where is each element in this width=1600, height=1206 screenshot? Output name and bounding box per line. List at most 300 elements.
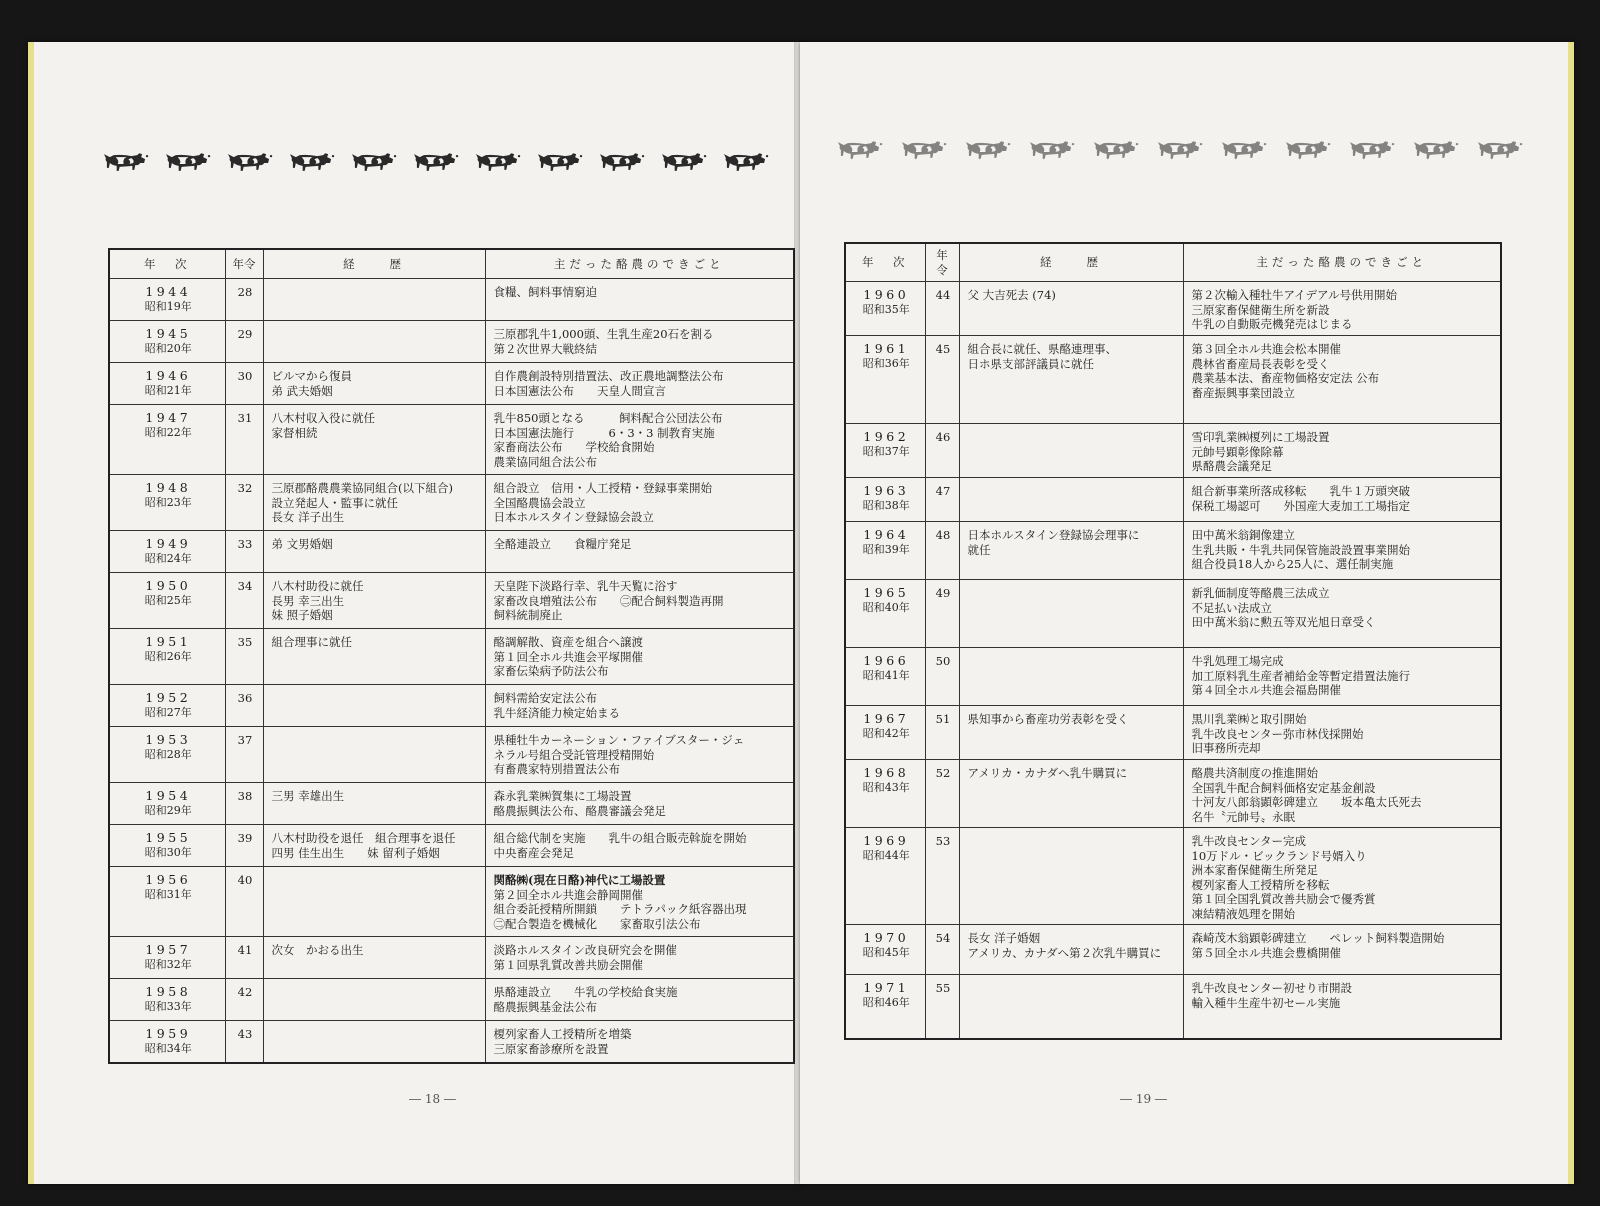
career-line: 組合長に就任、県酪連理事、 xyxy=(967,342,1117,356)
event-line: 雪印乳業㈱榎列に工場設置 xyxy=(1191,430,1330,444)
year-value: 1950 xyxy=(145,578,192,593)
era-value: 昭和40年 xyxy=(862,600,910,614)
cow-icon xyxy=(722,148,769,176)
table-row xyxy=(109,685,794,727)
cow-icon xyxy=(226,148,273,176)
event-line: 乳牛改良センター完成 xyxy=(1191,834,1307,848)
events-cell xyxy=(485,937,794,979)
age-cell: 38 xyxy=(225,783,263,825)
career-line: 三男 幸雄出生 xyxy=(271,789,345,803)
header-career: 経 歴 xyxy=(263,249,485,279)
era-value: 昭和23年 xyxy=(144,495,192,509)
year-cell xyxy=(845,282,925,336)
event-line: 県酪連設立 牛乳の学校給食実施 xyxy=(493,985,678,999)
table-row xyxy=(845,478,1501,522)
event-line: 田中萬米翁銅像建立 xyxy=(1191,528,1295,542)
year-cell xyxy=(845,706,925,760)
events-cell xyxy=(485,825,794,867)
career-cell xyxy=(959,336,1183,424)
event-line: 十河友八郎翁顕彰碑建立 坂本亀太氏死去 xyxy=(1191,795,1422,809)
event-line: 食糧、飼料事情窮迫 xyxy=(493,285,597,299)
event-line: 10万ドル・ビックランド号婿入り xyxy=(1191,848,1367,863)
events-cell xyxy=(485,321,794,363)
year-cell xyxy=(845,424,925,478)
era-value: 昭和44年 xyxy=(862,848,910,862)
event-line: 乳牛改良センター弥市林伐採開始 xyxy=(1191,726,1364,741)
event-line: 第３回全ホル共進会松本開催 xyxy=(1191,342,1341,356)
event-line: 第２回全ホル共進会静岡開催 xyxy=(493,887,643,902)
age-cell: 48 xyxy=(925,522,959,580)
career-line: 八木村助役に就任 xyxy=(271,579,364,593)
event-line: 森崎茂木翁顕彰碑建立 ペレット飼料製造開始 xyxy=(1191,931,1445,945)
event-line: 組合役員18人から25人に、選任制実施 xyxy=(1191,557,1394,571)
career-line: 三原郡酪農農業協同組合(以下組合) xyxy=(271,481,453,495)
table-row xyxy=(109,321,794,363)
era-value: 昭和43年 xyxy=(862,780,910,794)
year-cell xyxy=(845,828,925,925)
event-line: 三原家畜保健衛生所を新設 xyxy=(1191,302,1330,317)
year-value: 1963 xyxy=(863,483,910,498)
left-page xyxy=(28,42,804,1184)
year-value: 1960 xyxy=(863,287,910,302)
header-year: 年 次 xyxy=(109,249,225,279)
career-cell xyxy=(263,783,485,825)
age-cell: 37 xyxy=(225,727,263,783)
career-line: 県知事から畜産功労表彰を受く xyxy=(967,712,1129,726)
cow-icon xyxy=(1284,136,1331,164)
career-line: 就任 xyxy=(967,542,991,557)
event-line: 日本ホルスタイン登録協会設立 xyxy=(493,510,654,524)
era-value: 昭和39年 xyxy=(862,542,910,556)
career-cell xyxy=(959,282,1183,336)
year-cell xyxy=(845,336,925,424)
cow-icon xyxy=(900,136,947,164)
era-value: 昭和30年 xyxy=(144,845,192,859)
year-value: 1952 xyxy=(145,690,192,705)
age-cell: 40 xyxy=(225,867,263,937)
career-cell xyxy=(959,580,1183,648)
event-line: 生乳共販・牛乳共同保管施設設置事業開始 xyxy=(1191,542,1410,557)
year-value: 1968 xyxy=(863,765,910,780)
career-line: 妹 照子婚姻 xyxy=(271,608,333,622)
events-cell xyxy=(1183,925,1501,975)
event-line: ㊁配合製造を機械化 家畜取引法公布 xyxy=(493,916,701,931)
event-line: 新乳価制度等酪農三法成立 xyxy=(1191,586,1330,600)
table-row xyxy=(845,706,1501,760)
year-cell xyxy=(109,405,225,475)
header-career: 経 歴 xyxy=(959,243,1183,282)
age-cell: 36 xyxy=(225,685,263,727)
table-row xyxy=(109,475,794,531)
events-cell xyxy=(485,475,794,531)
table-row xyxy=(845,282,1501,336)
cow-icon xyxy=(964,136,1011,164)
event-line: 家畜伝染病予防法公布 xyxy=(493,664,609,678)
history-table-right xyxy=(844,242,1502,1040)
year-value: 1965 xyxy=(863,585,910,600)
event-line: 酪農共済制度の推進開始 xyxy=(1191,766,1318,780)
career-cell xyxy=(959,925,1183,975)
table-row xyxy=(845,925,1501,975)
age-cell: 50 xyxy=(925,648,959,706)
cow-icon xyxy=(1412,136,1459,164)
era-value: 昭和37年 xyxy=(862,444,910,458)
era-value: 昭和46年 xyxy=(862,995,910,1009)
event-line: 牛乳処理工場完成 xyxy=(1191,654,1284,668)
event-line: 不足払い法成立 xyxy=(1191,600,1272,615)
career-line: 次女 かおる出生 xyxy=(271,943,364,957)
year-cell xyxy=(109,279,225,321)
year-cell xyxy=(109,727,225,783)
year-cell xyxy=(109,979,225,1021)
career-cell xyxy=(959,648,1183,706)
event-line: ネラル号組合受託管理授精開始 xyxy=(493,747,655,762)
year-value: 1955 xyxy=(145,830,192,845)
career-cell xyxy=(263,867,485,937)
era-value: 昭和41年 xyxy=(862,668,910,682)
event-line: 榎列家畜人工授精所を移転 xyxy=(1191,877,1330,892)
career-line: 八木村助役を退任 組合理事を退任 xyxy=(271,831,456,845)
year-cell xyxy=(109,783,225,825)
career-cell xyxy=(263,1021,485,1063)
era-value: 昭和38年 xyxy=(862,498,910,512)
era-value: 昭和26年 xyxy=(144,649,192,663)
career-line: アメリカ・カナダへ乳牛購買に xyxy=(967,766,1128,780)
cow-icon xyxy=(412,148,459,176)
career-cell xyxy=(263,685,485,727)
events-cell xyxy=(485,279,794,321)
year-cell xyxy=(109,573,225,629)
age-cell: 54 xyxy=(925,925,959,975)
events-cell xyxy=(485,783,794,825)
year-value: 1959 xyxy=(145,1026,192,1041)
year-value: 1962 xyxy=(863,429,910,444)
age-cell: 51 xyxy=(925,706,959,760)
career-line: 組合理事に就任 xyxy=(271,635,352,649)
era-value: 昭和29年 xyxy=(144,803,192,817)
era-value: 昭和33年 xyxy=(144,999,192,1013)
event-line: 日本国憲法施行 6・3・3 制教育実施 xyxy=(493,425,715,440)
events-cell xyxy=(485,405,794,475)
table-row xyxy=(109,937,794,979)
event-line: 第１回県乳質改善共励会開催 xyxy=(493,957,643,972)
career-line: 弟 文男婚姻 xyxy=(271,537,333,551)
year-value: 1958 xyxy=(145,984,192,999)
event-line: 淡路ホルスタイン改良研究会を開催 xyxy=(493,943,677,957)
career-cell xyxy=(263,629,485,685)
age-cell: 39 xyxy=(225,825,263,867)
events-cell xyxy=(485,629,794,685)
event-line: 全国酪農協会設立 xyxy=(493,495,586,510)
cow-icon xyxy=(350,148,397,176)
events-cell xyxy=(485,979,794,1021)
events-cell xyxy=(485,573,794,629)
events-cell xyxy=(485,1021,794,1063)
age-cell: 32 xyxy=(225,475,263,531)
year-value: 1951 xyxy=(145,634,192,649)
age-cell: 30 xyxy=(225,363,263,405)
era-value: 昭和36年 xyxy=(862,356,910,370)
table-row xyxy=(845,522,1501,580)
event-line: 酪調解散、資産を組合へ譲渡 xyxy=(493,635,643,649)
table-row xyxy=(845,580,1501,648)
cow-icon xyxy=(1220,136,1267,164)
career-cell xyxy=(959,706,1183,760)
age-cell: 44 xyxy=(925,282,959,336)
cow-icon xyxy=(102,148,149,176)
header-age: 年令 xyxy=(925,243,959,282)
age-cell: 45 xyxy=(925,336,959,424)
career-line: 四男 佳生出生 妹 留利子婚姻 xyxy=(271,845,440,860)
age-cell: 28 xyxy=(225,279,263,321)
year-value: 1948 xyxy=(145,480,192,495)
event-line: 酪農振興法公布、酪農審議会発足 xyxy=(493,803,666,818)
events-cell xyxy=(1183,975,1501,1039)
event-line: 第１回全ホル共進会平塚開催 xyxy=(493,649,643,664)
year-cell xyxy=(109,825,225,867)
year-cell xyxy=(845,975,925,1039)
event-line: 榎列家畜人工授精所を増築 xyxy=(493,1027,632,1041)
career-cell xyxy=(263,825,485,867)
history-table-left xyxy=(108,248,795,1064)
age-cell: 42 xyxy=(225,979,263,1021)
career-cell xyxy=(959,522,1183,580)
career-line: 日本ホルスタイン登録協会理事に xyxy=(967,528,1140,542)
event-line: 天皇陛下淡路行幸、乳牛天覧に浴す xyxy=(493,579,678,593)
table-row xyxy=(109,825,794,867)
events-cell xyxy=(485,685,794,727)
event-line: 牛乳の自動販売機発売はじまる xyxy=(1191,317,1353,331)
event-line: 全国乳牛配合飼料価格安定基金創設 xyxy=(1191,780,1376,795)
event-line: 酪農振興基金法公布 xyxy=(493,999,597,1014)
event-line: 乳牛改良センター初せり市開設 xyxy=(1191,981,1353,995)
event-line: 田中萬米翁に勲五等双光旭日章受く xyxy=(1191,615,1376,629)
year-value: 1945 xyxy=(145,326,192,341)
header-events: 主だった酪農のできごと xyxy=(485,249,794,279)
age-cell: 43 xyxy=(225,1021,263,1063)
event-line: 飼料需給安定法公布 xyxy=(493,691,597,705)
career-line: 長男 幸三出生 xyxy=(271,593,345,608)
era-value: 昭和28年 xyxy=(144,747,192,761)
career-line: 家督相続 xyxy=(271,425,318,440)
event-line: 家畜改良増殖法公布 ㊁配合飼料製造再開 xyxy=(493,593,724,608)
era-value: 昭和22年 xyxy=(144,425,192,439)
table-row xyxy=(845,648,1501,706)
event-line: 関酪㈱(現在日酪)神代に工場設置 xyxy=(493,873,666,887)
year-value: 1947 xyxy=(145,410,192,425)
era-value: 昭和34年 xyxy=(144,1041,192,1055)
table-header-row xyxy=(109,249,794,279)
year-cell xyxy=(109,475,225,531)
career-line: アメリカ、カナダへ第２次乳牛購買に xyxy=(967,945,1162,960)
cow-icon xyxy=(474,148,521,176)
career-cell xyxy=(263,979,485,1021)
year-cell xyxy=(109,867,225,937)
career-cell xyxy=(959,478,1183,522)
event-line: 加工原料乳生産者補給金等暫定措置法施行 xyxy=(1191,668,1410,683)
era-value: 昭和20年 xyxy=(144,341,192,355)
year-value: 1944 xyxy=(145,284,192,299)
year-value: 1954 xyxy=(145,788,192,803)
cow-icon xyxy=(836,136,883,164)
event-line: 県種牡牛カーネーション・ファイブスター・ジェ xyxy=(493,733,745,747)
year-value: 1961 xyxy=(863,341,910,356)
career-line: 設立発起人・監事に就任 xyxy=(271,495,398,510)
events-cell xyxy=(485,531,794,573)
year-cell xyxy=(845,580,925,648)
career-cell xyxy=(263,321,485,363)
year-value: 1956 xyxy=(145,872,192,887)
events-cell xyxy=(1183,522,1501,580)
career-cell xyxy=(263,531,485,573)
cow-icon xyxy=(164,148,211,176)
events-cell xyxy=(1183,424,1501,478)
events-cell xyxy=(1183,478,1501,522)
event-line: 農林省畜産局長表彰を受く xyxy=(1191,356,1330,371)
year-cell xyxy=(845,925,925,975)
age-cell: 47 xyxy=(925,478,959,522)
event-line: 洲本家畜保健衛生所発足 xyxy=(1191,863,1318,877)
cow-icon xyxy=(1476,136,1523,164)
age-cell: 41 xyxy=(225,937,263,979)
career-cell xyxy=(263,363,485,405)
table-header-row xyxy=(845,243,1501,282)
page-number: ― 19 ― xyxy=(1120,1092,1167,1106)
career-line: 父 大吉死去 (74) xyxy=(967,288,1056,302)
event-line: 乳牛経済能力検定始まる xyxy=(493,705,620,720)
table-row xyxy=(845,828,1501,925)
event-line: 三原家畜診療所を設置 xyxy=(493,1041,609,1056)
table-row xyxy=(109,279,794,321)
event-line: 農業協同組合法公布 xyxy=(493,454,597,469)
table-row xyxy=(845,975,1501,1039)
year-cell xyxy=(109,937,225,979)
event-line: 家畜商法公布 学校給食開始 xyxy=(493,440,655,454)
year-cell xyxy=(109,531,225,573)
events-cell xyxy=(1183,336,1501,424)
career-cell xyxy=(263,573,485,629)
table-row xyxy=(109,405,794,475)
events-cell xyxy=(485,363,794,405)
age-cell: 46 xyxy=(925,424,959,478)
table-row xyxy=(845,424,1501,478)
cow-ornament-row xyxy=(836,136,1523,164)
era-value: 昭和24年 xyxy=(144,551,192,565)
career-line: 日ホ県支部評議員に就任 xyxy=(967,356,1094,371)
event-line: 畜産振興事業団設立 xyxy=(1191,385,1295,400)
age-cell: 31 xyxy=(225,405,263,475)
age-cell: 52 xyxy=(925,760,959,828)
events-cell xyxy=(485,727,794,783)
year-cell xyxy=(845,648,925,706)
era-value: 昭和45年 xyxy=(862,945,910,959)
event-line: 乳牛850頭となる 飼料配合公団法公布 xyxy=(493,411,723,425)
year-value: 1967 xyxy=(863,711,910,726)
table-row xyxy=(109,979,794,1021)
table-row xyxy=(109,363,794,405)
career-line: 弟 武夫婚姻 xyxy=(271,383,333,398)
table-row xyxy=(845,760,1501,828)
career-cell xyxy=(263,727,485,783)
cow-icon xyxy=(1028,136,1075,164)
event-line: 第２次世界大戦終結 xyxy=(493,341,597,356)
year-value: 1946 xyxy=(145,368,192,383)
era-value: 昭和19年 xyxy=(144,299,192,313)
cow-icon xyxy=(660,148,707,176)
cow-ornament-row xyxy=(102,148,769,176)
table-row xyxy=(845,336,1501,424)
age-cell: 53 xyxy=(925,828,959,925)
cow-icon xyxy=(1092,136,1139,164)
event-line: 県酪農会議発足 xyxy=(1191,459,1272,473)
year-value: 1971 xyxy=(863,980,910,995)
era-value: 昭和21年 xyxy=(144,383,192,397)
era-value: 昭和42年 xyxy=(862,726,910,740)
right-page xyxy=(800,42,1574,1184)
age-cell: 29 xyxy=(225,321,263,363)
header-age: 年令 xyxy=(225,249,263,279)
header-events: 主だった酪農のできごと xyxy=(1183,243,1501,282)
career-line: ビルマから復員 xyxy=(271,369,352,383)
event-line: 日本国憲法公布 天皇人間宣言 xyxy=(493,383,666,398)
event-line: 農業基本法、畜産物価格安定法 公布 xyxy=(1191,371,1380,385)
age-cell: 49 xyxy=(925,580,959,648)
event-line: 森永乳業㈱賀集に工場設置 xyxy=(493,789,632,803)
era-value: 昭和25年 xyxy=(144,593,192,607)
year-cell xyxy=(109,321,225,363)
era-value: 昭和32年 xyxy=(144,957,192,971)
events-cell xyxy=(1183,580,1501,648)
events-cell xyxy=(1183,706,1501,760)
event-line: 組合委託授精所開鎖 テトラパック紙容器出現 xyxy=(493,902,747,916)
events-cell xyxy=(1183,648,1501,706)
table-row xyxy=(109,783,794,825)
event-line: 飼料統制廃止 xyxy=(493,608,563,622)
career-line: 長女 洋子出生 xyxy=(271,510,345,524)
career-cell xyxy=(959,828,1183,925)
events-cell xyxy=(485,867,794,937)
table-row xyxy=(109,867,794,937)
events-cell xyxy=(1183,282,1501,336)
career-line: 長女 洋子婚姻 xyxy=(967,931,1041,945)
event-line: 全酪連設立 食糧庁発足 xyxy=(493,537,632,551)
year-cell xyxy=(109,1021,225,1063)
cow-icon xyxy=(288,148,335,176)
career-cell xyxy=(263,279,485,321)
event-line: 旧事務所売却 xyxy=(1191,741,1261,755)
page-number: ― 18 ― xyxy=(409,1092,456,1106)
era-value: 昭和31年 xyxy=(144,887,192,901)
year-value: 1949 xyxy=(145,536,192,551)
year-value: 1969 xyxy=(863,833,910,848)
event-line: 第１回全国乳質改善共励会で優秀賞 xyxy=(1191,892,1376,906)
career-line: 八木村収入役に就任 xyxy=(271,411,375,425)
era-value: 昭和27年 xyxy=(144,705,192,719)
year-cell xyxy=(109,685,225,727)
year-cell xyxy=(845,478,925,522)
events-cell xyxy=(1183,828,1501,925)
cow-icon xyxy=(598,148,645,176)
cow-icon xyxy=(1348,136,1395,164)
event-line: 凍結精液処理を開始 xyxy=(1191,906,1295,921)
year-value: 1970 xyxy=(863,930,910,945)
event-line: 有畜農家特別措置法公布 xyxy=(493,762,620,776)
event-line: 三原郡乳牛1,000頭、生乳生産20石を割る xyxy=(493,327,714,341)
table-row xyxy=(109,1021,794,1063)
era-value: 昭和35年 xyxy=(862,302,910,316)
table-row xyxy=(109,727,794,783)
year-value: 1953 xyxy=(145,732,192,747)
